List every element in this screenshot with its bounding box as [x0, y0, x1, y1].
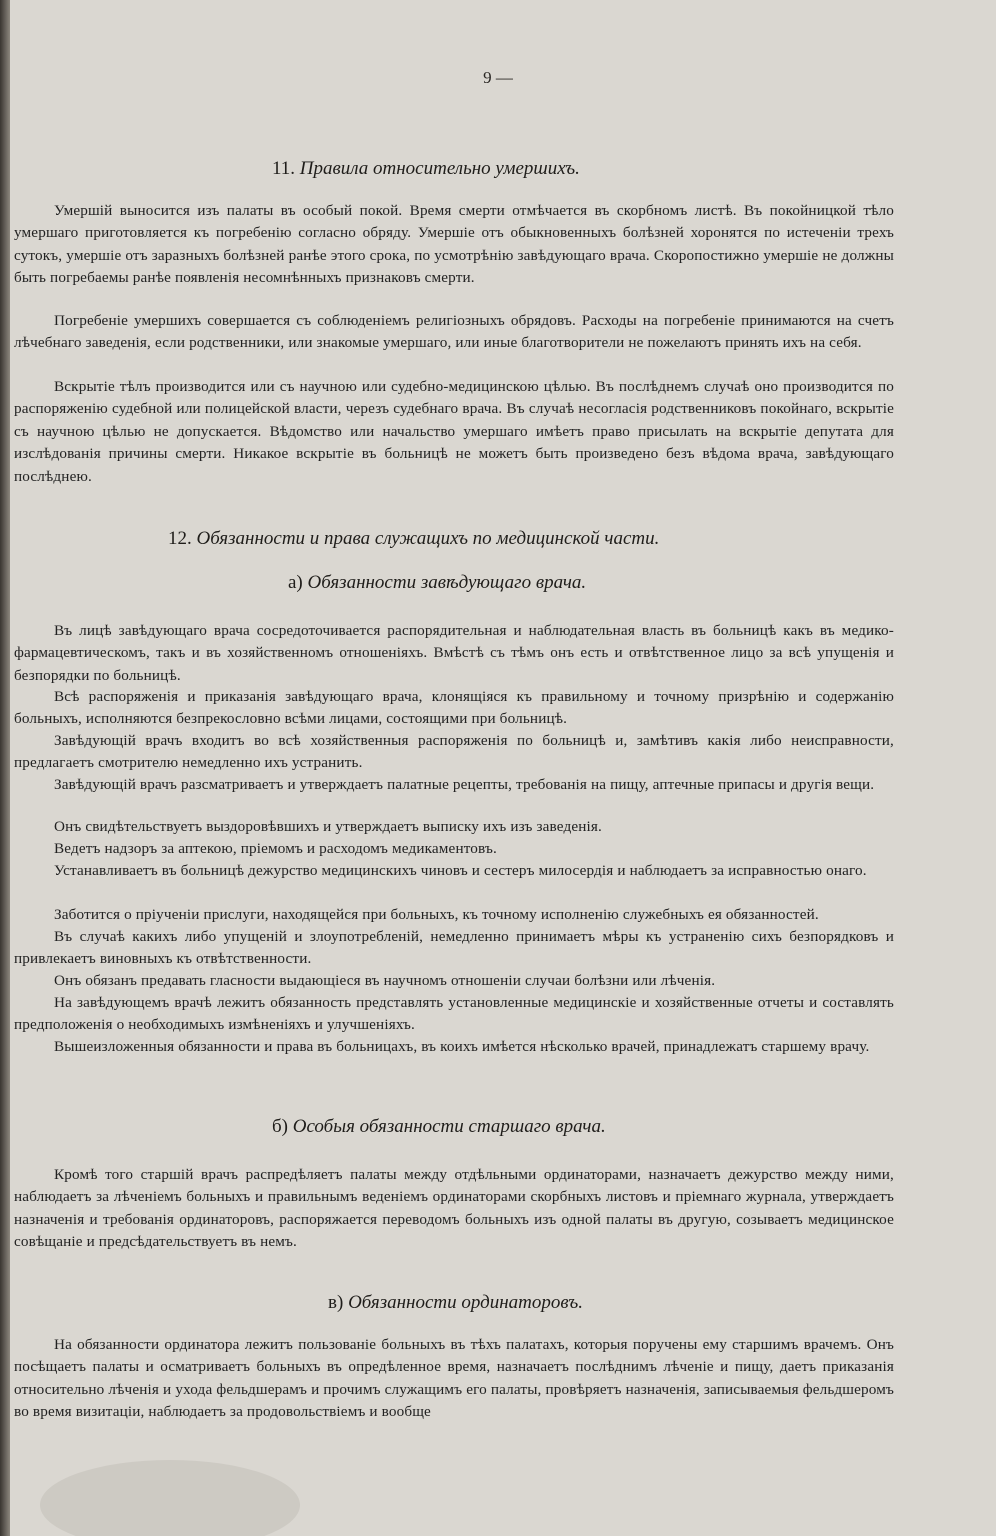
subsection-c-title: Обязанности ординаторовъ. [348, 1292, 583, 1313]
subsection-a-letter: а) [288, 572, 303, 593]
section-11-paragraph: Вскрытіе тѣлъ производится или съ научною или судебно-медицинскою цѣлью. Въ послѣднемъ случаѣ оно производится по распоряженію судебной или полицейской власти, черезъ судебнаго врача. Въ случаѣ несогласія родственниковъ покойнаго, вскрытіе съ научною цѣлью не допускается. Вѣдомство или начальство умершаго имѣетъ право присылать на вскрытіе депутата для изслѣдованія причины смерти. Никакое вскрытіе въ больницѣ не можетъ быть произведено безъ вѣдома врача, завѣдующаго послѣднею. [14, 378, 894, 485]
section-12-title: Обязанности и права служащихъ по медицинской части. [196, 528, 660, 549]
subsection-c-letter: в) [328, 1292, 344, 1313]
subsection-c-heading [328, 1292, 583, 1314]
subsection-a-paragraph: Вышеизложенныя обязанности и права въ больницахъ, въ коихъ имѣется нѣсколько врачей, принадлежатъ старшему врачу. [54, 1038, 870, 1055]
subsection-c-paragraph: На обязанности ординатора лежитъ пользованіе больныхъ въ тѣхъ палатахъ, которыя поручены ему старшимъ врачемъ. Онъ посѣщаетъ палаты и осматриваетъ больныхъ въ опредѣленное время, назначаетъ послѣднимъ лѣченіе и пищу, даетъ приказанія относительно лѣченія и ухода фельдшерамъ и прочимъ служащимъ его палаты, провѣряетъ назначенія, записываемыя фельдшеромъ во время визитаціи, наблюдаетъ за продовольствіемъ и вообще [14, 1336, 894, 1421]
subsection-a-heading [288, 572, 586, 594]
subsection-a-paragraph: Завѣдующій врачъ разсматриваетъ и утверждаетъ палатные рецепты, требованія на пищу, аптечные припасы и другія вещи. [54, 776, 875, 793]
subsection-a-paragraph: Онъ свидѣтельствуетъ выздоровѣвшихъ и утверждаетъ выписку ихъ изъ заведенія. [54, 818, 602, 835]
subsection-a-title: Обязанности завѣдующаго врача. [307, 572, 587, 593]
subsection-a-paragraph: Устанавливаетъ въ больницѣ дежурство медицинскихъ чиновъ и сестеръ милосердія и наблюдаетъ за исправностью онаго. [54, 862, 867, 879]
subsection-b-title: Особыя обязанности старшаго врача. [292, 1116, 606, 1137]
page-binding-edge [0, 0, 10, 1536]
page-number: 9 — [483, 68, 513, 87]
subsection-a-paragraph: На завѣдующемъ врачѣ лежитъ обязанность представлять установленные медицинскіе и хозяйственные отчеты и составлять предположенія о необходимыхъ измѣненіяхъ и улучшеніяхъ. [14, 994, 894, 1034]
subsection-a-paragraph: Онъ обязанъ предавать гласности выдающіеся въ научномъ отношеніи случаи болѣзни или лѣченія. [54, 972, 716, 989]
subsection-a-paragraph: Въ лицѣ завѣдующаго врача сосредоточивается распорядительная и наблюдательная власть въ больницѣ какъ въ медико-фармацевтическомъ, такъ и въ хозяйственномъ отношеніяхъ. Вмѣстѣ съ тѣмъ онъ есть и отвѣтственное лицо за всѣ упущенія и безпорядки по больницѣ. [14, 622, 894, 684]
subsection-b-paragraph: Кромѣ того старшій врачъ распредѣляетъ палаты между отдѣльными ординаторами, назначаетъ дежурство между ними, наблюдаетъ за лѣченіемъ больныхъ и правильнымъ веденіемъ ординаторами скорбныхъ листовъ и пріемнаго журнала, утверждаетъ назначенія и требованія ординаторовъ, распоряжается переводомъ больныхъ изъ одной палаты въ другую, созываетъ медицинское совѣщаніе и предсѣдательствуетъ въ немъ. [14, 1166, 894, 1251]
section-11-number: 11. [272, 158, 296, 179]
section-11-heading [272, 158, 580, 180]
section-11-paragraph: Погребеніе умершихъ совершается съ соблюденіемъ религіозныхъ обрядовъ. Расходы на погребеніе принимаются на счетъ лѣчебнаго заведенія, если родственники, или знакомые умершаго, или иные благотворители не пожелаютъ принять ихъ на себя. [14, 312, 894, 352]
subsection-b-letter: б) [272, 1116, 288, 1137]
section-11-title: Правила относительно умершихъ. [299, 158, 580, 179]
subsection-a-paragraph: Ведетъ надзоръ за аптекою, пріемомъ и расходомъ медикаментовъ. [54, 840, 497, 857]
subsection-a-paragraph: Всѣ распоряженія и приказанія завѣдующаго врача, клонящіяся къ правильному и точному призрѣнію и содержанію больныхъ, исполняются безпрекословно всѣми лицами, состоящими при больницѣ. [14, 688, 894, 728]
subsection-a-paragraph: Заботится о пріученіи прислуги, находящейся при больныхъ, къ точному исполненію служебныхъ ея обязанностей. [54, 906, 819, 923]
subsection-a-paragraph: Завѣдующій врачъ входитъ во всѣ хозяйственныя распоряженія по больницѣ и, замѣтивъ какія либо неисправности, предлагаетъ смотрителю немедленно ихъ устранить. [14, 732, 894, 772]
section-12-heading [168, 528, 659, 550]
section-11-paragraph: Умершій выносится изъ палаты въ особый покой. Время смерти отмѣчается въ скорбномъ листѣ. Въ покойницкой тѣло умершаго приготовляется къ погребенію согласно обряду. Умершіе отъ обыкновенныхъ болѣзней хоронятся по истеченіи трехъ сутокъ, умершіе отъ заразныхъ болѣзней ранѣе этого срока, по усмотрѣнію завѣдующаго врача. Скоропостижно умершіе не должны быть погребаемы ранѣе появленія несомнѣнныхъ признаковъ смерти. [14, 202, 894, 287]
subsection-b-heading [272, 1116, 606, 1138]
section-12-number: 12. [168, 528, 192, 549]
subsection-a-paragraph: Въ случаѣ какихъ либо упущеній и злоупотребленій, немедленно принимаетъ мѣры къ устраненію сихъ безпорядковъ и привлекаетъ виновныхъ къ отвѣтственности. [14, 928, 894, 968]
paper-stain [40, 1460, 300, 1536]
